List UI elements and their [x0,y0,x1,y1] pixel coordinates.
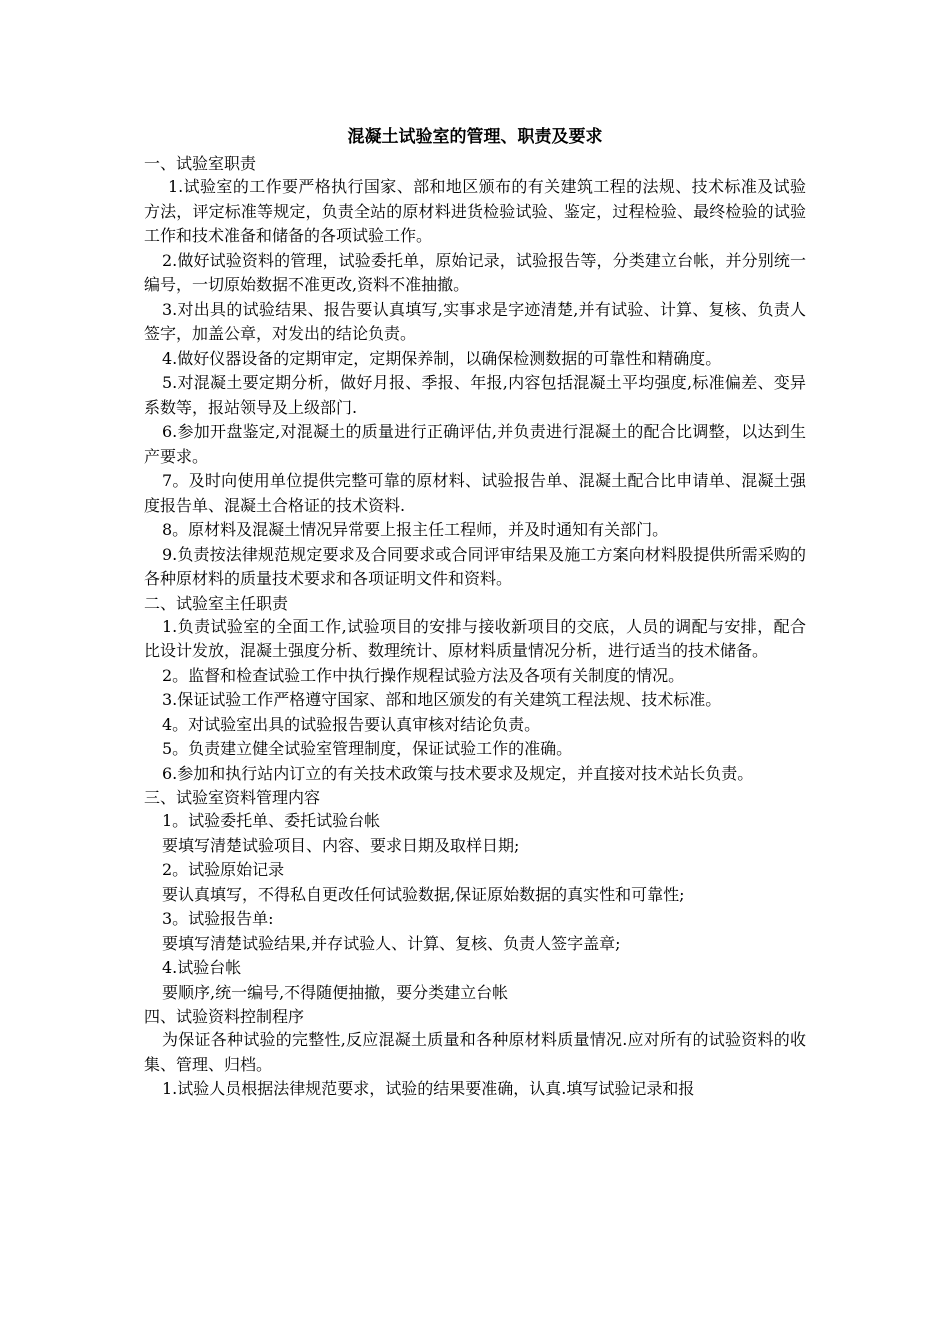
list-item: 1。试验委托单、委托试验台帐 [162,811,381,830]
paragraph: 3.保证试验工作严格遵守国家、部和地区颁发的有关建筑工程法规、技术标准。 [162,690,722,709]
section-heading: 三、试验室资料管理内容 [144,788,321,807]
list-item: 2。试验原始记录 [162,860,285,879]
paragraph: 5.对混凝土要定期分析，做好月报、季报、年报,内容包括混凝土平均强度,标准偏差、变异系数等，报站领导及上级部门. [144,373,806,417]
paragraph: 为保证各种试验的完整性,反应混凝土质量和各种原材料质量情况.应对所有的试验资料的收集、管理、归档。 [144,1030,806,1074]
section-lab-director-duties [144,592,806,787]
list-item: 要认真填写，不得私自更改任何试验数据,保证原始数据的真实性和可靠性; [162,884,685,904]
paragraph: 6.参加开盘鉴定,对混凝土的质量进行正确评估,并负责进行混凝土的配合比调整，以达到生产要求。 [144,422,806,466]
list-item: 3。试验报告单: [162,909,274,928]
section-heading: 二、试验室主任职责 [144,593,289,613]
paragraph: 9.负责按法律规范规定要求及合同要求或合同评审结果及施工方案向材料股提供所需采购的各种原材料的质量技术要求和各项证明文件和资料。 [144,544,806,588]
paragraph: 8。原材料及混凝土情况异常要上报主任工程师，并及时通知有关部门。 [162,520,669,539]
list-item: 要填写清楚试验项目、内容、要求日期及取样日期; [162,835,520,855]
list-item: 要填写清楚试验结果,并存试验人、计算、复核、负责人签字盖章; [162,933,621,953]
section-records-management [144,786,806,1005]
paragraph: 7。及时向使用单位提供完整可靠的原材料、试验报告单、混凝土配合比申请单、混凝土强度报告单、混凝土合格证的技术资料. [144,471,806,515]
paragraph: 2。监督和检查试验工作中执行操作规程试验方法及各项有关制度的情况。 [162,665,685,685]
paragraph: 1.试验室的工作要严格执行国家、部和地区颁布的有关建筑工程的法规、技术标准及试验方法，评定标准等规定，负责全站的原材料进货检验试验、鉴定，过程检验、最终检验的试验工作和技术准备和储备的各项试验工作。 [144,177,806,245]
section-records-control-procedure [144,1005,806,1102]
section-heading: 一、试验室职责 [144,154,257,173]
section-heading: 四、试验资料控制程序 [144,1007,305,1026]
document-title: 混凝土试验室的管理、职责及要求 [347,127,603,147]
section-lab-duties [144,152,806,592]
paragraph: 2.做好试验资料的管理，试验委托单，原始记录，试验报告等，分类建立台帐，并分别统一编号，一切原始数据不准更改,资料不准抽撤。 [144,250,806,294]
paragraph: 4。对试验室出具的试验报告要认真审核对结论负责。 [162,714,541,734]
list-item: 4.试验台帐 [162,958,242,977]
list-item: 要顺序,统一编号,不得随便抽撤，要分类建立台帐 [162,982,509,1002]
paragraph: 5。负责建立健全试验室管理制度，保证试验工作的准确。 [162,739,573,758]
paragraph: 1.试验人员根据法律规范要求，试验的结果要准确，认真.填写试验记录和报 [162,1079,695,1098]
paragraph: 3.对出具的试验结果、报告要认真填写,实事求是字迹清楚,并有试验、计算、复核、负责人签字，加盖公章，对发出的结论负责。 [144,299,806,343]
paragraph: 4.做好仪器设备的定期审定，定期保养制，以确保检测数据的可靠性和精确度。 [162,348,722,368]
paragraph: 6.参加和执行站内订立的有关技术政策与技术要求及规定，并直接对技术站长负责。 [162,763,754,783]
document-page [144,122,806,1102]
paragraph: 1.负责试验室的全面工作,试验项目的安排与接收新项目的交底，人员的调配与安排，配合比设计发放，混凝土强度分析、数理统计、原材料质量情况分析，进行适当的技术储备。 [144,616,806,660]
